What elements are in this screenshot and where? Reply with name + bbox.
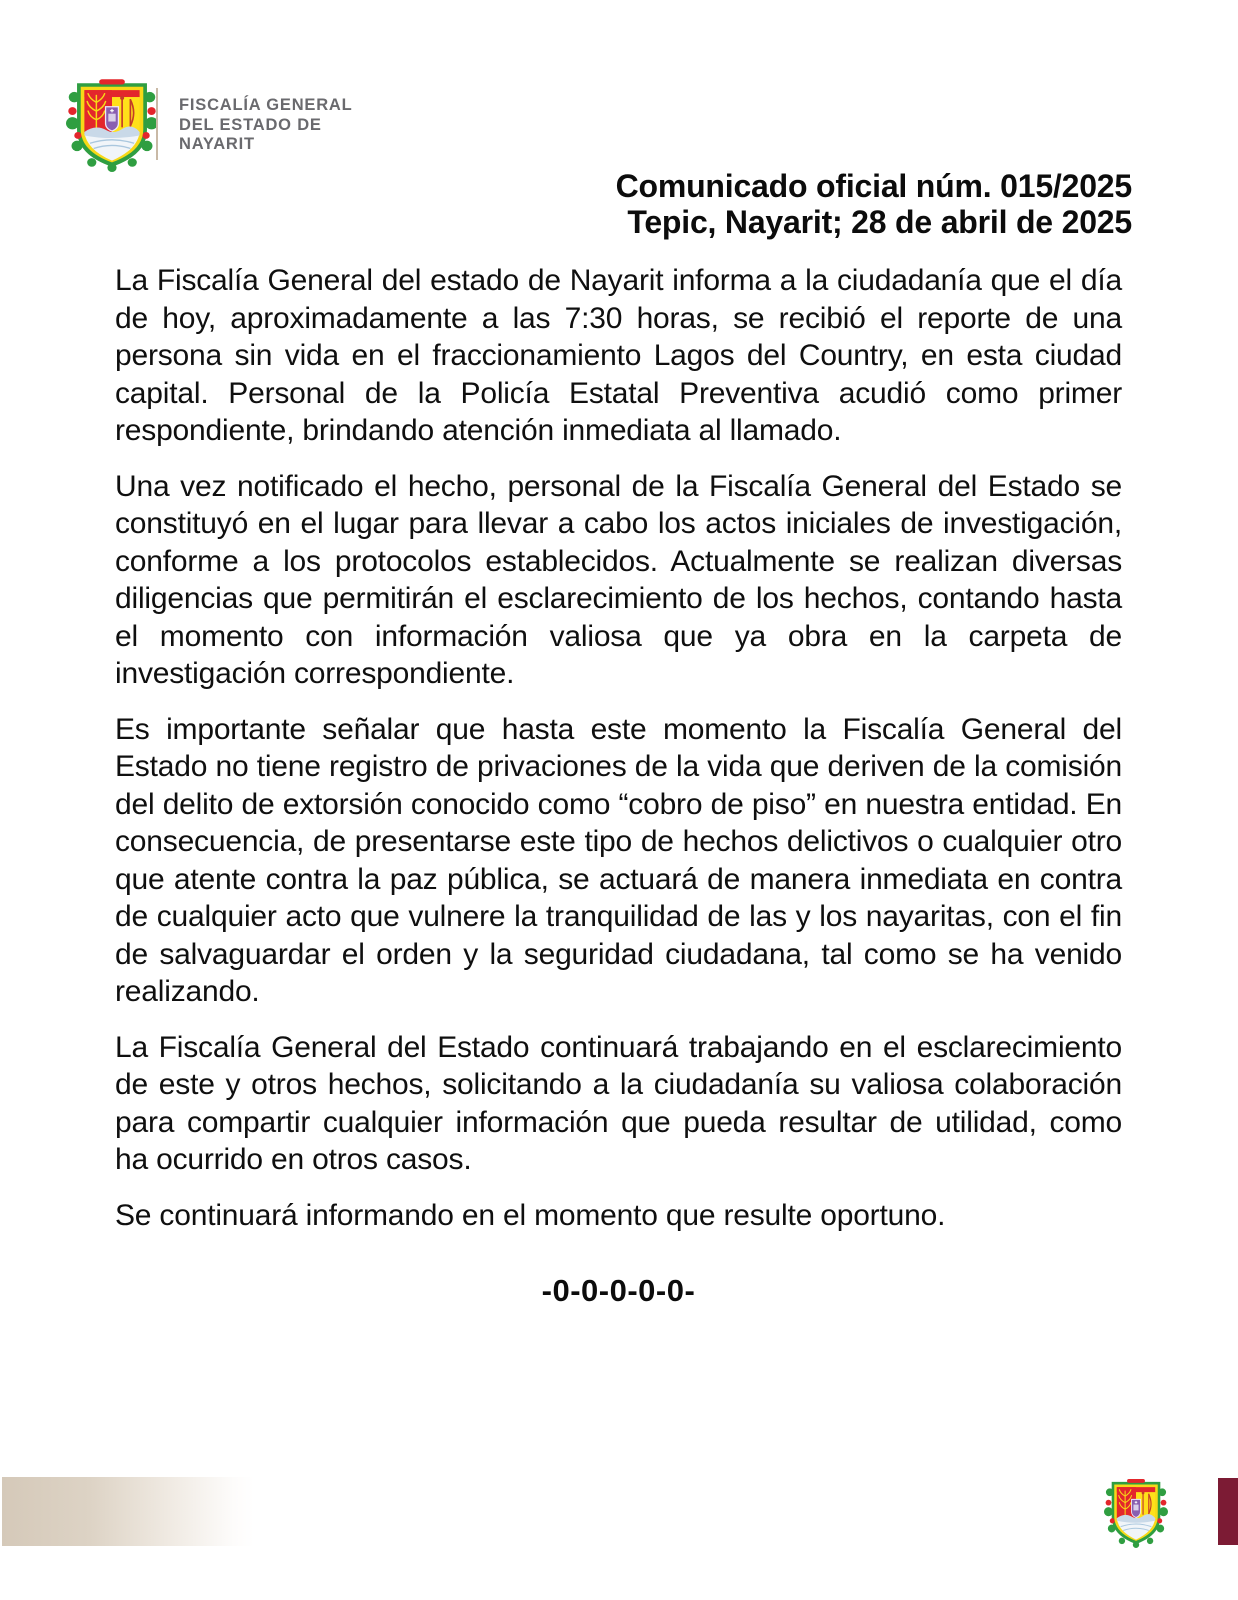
comunicado-number: Comunicado oficial núm. 015/2025 bbox=[615, 168, 1132, 204]
footer-logo bbox=[1104, 1478, 1168, 1553]
org-name bbox=[179, 96, 353, 155]
footer-gradient-bar bbox=[2, 1477, 254, 1546]
nayarit-coat-of-arms-icon bbox=[1104, 1478, 1168, 1548]
paragraph: La Fiscalía General del estado de Nayarit informa a la ciudadanía que el día de hoy, aproximadamente a las 7:30 horas, se recibió el reporte de una persona sin vida en el fraccionamiento Lagos del Country, en esta ciudad capital. Personal de la Policía Estatal Preventiva acudió como primer respondiente, brindando atención inmediata al llamado. bbox=[115, 264, 1122, 447]
nayarit-coat-of-arms-icon bbox=[66, 78, 158, 172]
org-name-line: DEL ESTADO DE bbox=[179, 115, 322, 134]
paragraph: Una vez notificado el hecho, personal de la Fiscalía General del Estado se constituyó en el lugar para llevar a cabo los actos iniciales de investigación, conforme a los protocolos establecidos. Actualmente se realizan diversas diligencias que permitirán el esclarecimiento de los hechos, contando hasta el momento con información valiosa que ya obra en la carpeta de investigación correspondiente. bbox=[115, 469, 1122, 690]
masthead bbox=[115, 168, 1132, 240]
org-name-line: NAYARIT bbox=[179, 135, 255, 153]
org-name-line: FISCALÍA GENERAL bbox=[179, 96, 353, 114]
place-and-date: Tepic, Nayarit; 28 de abril de 2025 bbox=[627, 204, 1132, 240]
document-body bbox=[115, 262, 1122, 1310]
paragraph: La Fiscalía General del Estado continuará trabajando en el esclarecimiento de este y otros hechos, solicitando a la ciudadanía su valiosa colaboración para compartir cualquier información que pueda resultar de utilidad, como ha ocurrido en otros casos. bbox=[115, 1030, 1122, 1176]
fiscalia-logo bbox=[66, 78, 158, 177]
footer-maroon-bar bbox=[1218, 1478, 1238, 1545]
closing-mark: -0-0-0-0-0- bbox=[541, 1273, 696, 1308]
logo-divider bbox=[156, 88, 158, 160]
paragraph: Es importante señalar que hasta este momento la Fiscalía General del Estado no tiene registro de privaciones de la vida que deriven de la comisión del delito de extorsión conocido como “cobro de piso” en nuestra entidad. En consecuencia, de presentarse este tipo de hechos delictivos o cualquier otro que atente contra la paz pública, se actuará de manera inmediata en contra de cualquier acto que vulnere la tranquilidad de las y los nayaritas, con el fin de salvaguardar el orden y la seguridad ciudadana, tal como se ha venido realizando. bbox=[115, 712, 1122, 1008]
paragraph: Se continuará informando en el momento que resulte oportuno. bbox=[115, 1198, 946, 1232]
